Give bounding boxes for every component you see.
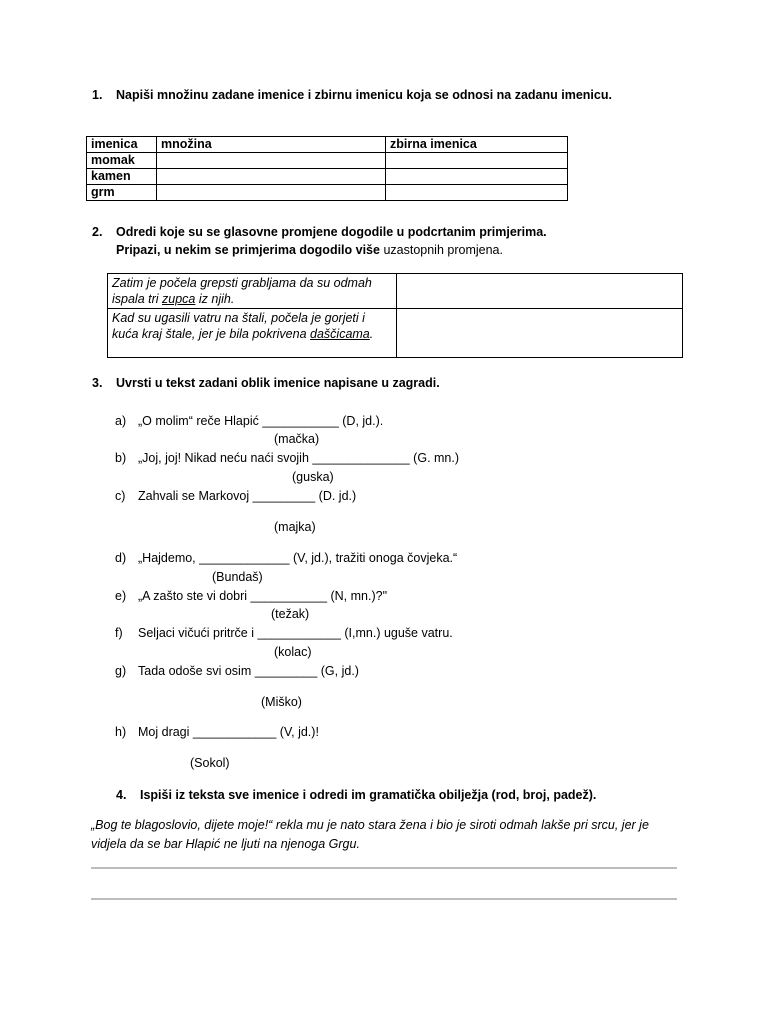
item-sentence: „Joj, joj! Nikad neću naći svojih ______________ (G. mn.) [138, 451, 460, 465]
table-cell-plural[interactable] [157, 185, 386, 201]
table-cell-collective[interactable] [386, 153, 568, 169]
table-cell-noun: momak [87, 153, 157, 169]
table-header-cell: zbirna imenica [386, 137, 568, 153]
q1-instruction: Napiši množinu zadane imenice i zbirnu imenicu koja se odnosi na zadanu imenicu. [116, 88, 612, 102]
table-header-cell: imenica [87, 137, 157, 153]
item-letter: e) [115, 589, 127, 603]
item-word: (Miško) [261, 695, 302, 709]
q2-instruction: Odredi koje su se glasovne promjene dogodile u podcrtanim primjerima. [116, 225, 547, 239]
table-row [108, 274, 683, 309]
q1-number: 1. [92, 88, 103, 102]
answer-line[interactable] [91, 898, 677, 900]
example-line [112, 326, 392, 342]
q2-example-1 [108, 274, 397, 309]
q2-example-2 [108, 309, 397, 358]
item-word: (mačka) [274, 432, 320, 446]
example-text: . [369, 327, 374, 341]
example-text: iz njih. [195, 292, 235, 306]
item-letter: h) [115, 725, 127, 739]
table-header-cell: množina [157, 137, 386, 153]
q4-number: 4. [116, 788, 127, 802]
answer-line[interactable] [91, 867, 677, 869]
item-sentence: „A zašto ste vi dobri ___________ (N, mn.)?" [138, 589, 388, 603]
item-sentence: Moj dragi ____________ (V, jd.)! [138, 725, 319, 739]
example-line: Kad su ugasili vatru na štali, počela je gorjeti i [112, 311, 365, 325]
q4-quote-line2: vidjela da se bar Hlapić ne ljuti na njenoga Grgu. [91, 837, 360, 851]
q1-table [86, 136, 568, 201]
underlined-word: daščicama [310, 327, 370, 341]
item-word: (guska) [292, 470, 334, 484]
example-line [112, 291, 392, 307]
item-sentence: Tada odoše svi osim _________ (G, jd.) [138, 664, 359, 678]
table-cell-noun: kamen [87, 169, 157, 185]
table-row [108, 309, 683, 358]
item-letter: f) [115, 626, 123, 640]
table-cell-plural[interactable] [157, 169, 386, 185]
item-word: (težak) [271, 607, 310, 621]
table-cell-collective[interactable] [386, 169, 568, 185]
item-letter: d) [115, 551, 127, 565]
q2-line2-bold: Pripazi, u nekim se primjerima dogodilo više [116, 243, 380, 257]
example-text: kuća kraj štale, jer je bila pokrivena [112, 327, 311, 341]
item-word: (majka) [274, 520, 316, 534]
item-sentence: Seljaci vičući pritrče i ____________ (I,mn.) uguše vatru. [138, 626, 453, 640]
underlined-word: zupca [162, 292, 196, 306]
item-word: (kolac) [274, 645, 312, 659]
example-line: Zatim je počela grepsti grabljama da su odmah [112, 276, 372, 290]
item-letter: c) [115, 489, 126, 503]
q2-instruction-line2 [116, 243, 503, 257]
item-letter: g) [115, 664, 127, 678]
q4-instruction: Ispiši iz teksta sve imenice i odredi im gramatička obilježja (rod, broj, padež). [140, 788, 597, 802]
table-row [87, 153, 568, 169]
table-row [87, 185, 568, 201]
q2-answer-cell[interactable] [397, 309, 683, 358]
table-row [87, 169, 568, 185]
table-cell-collective[interactable] [386, 185, 568, 201]
item-word: (Bundaš) [212, 570, 263, 584]
q4-quote-line1: „Bog te blagoslovio, dijete moje!“ rekla mu je nato stara žena i bio je siroti odmah lakše pri srcu, jer je [91, 818, 649, 832]
q3-number: 3. [92, 376, 103, 390]
item-sentence: Zahvali se Markovoj _________ (D. jd.) [138, 489, 357, 503]
item-letter: a) [115, 414, 127, 428]
table-cell-plural[interactable] [157, 153, 386, 169]
table-header-row [87, 137, 568, 153]
q2-table [107, 273, 683, 358]
table-cell-noun: grm [87, 185, 157, 201]
item-word: (Sokol) [190, 756, 230, 770]
q2-line2-normal: uzastopnih promjena. [379, 243, 503, 257]
item-letter: b) [115, 451, 127, 465]
q2-answer-cell[interactable] [397, 274, 683, 309]
item-sentence: „Hajdemo, _____________ (V, jd.), tražiti onoga čovjeka.“ [138, 551, 458, 565]
example-text: ispala tri [112, 292, 163, 306]
item-sentence: „O molim“ reče Hlapić ___________ (D, jd.). [138, 414, 384, 428]
q3-instruction: Uvrsti u tekst zadani oblik imenice napisane u zagradi. [116, 376, 440, 390]
q2-number: 2. [92, 225, 103, 239]
